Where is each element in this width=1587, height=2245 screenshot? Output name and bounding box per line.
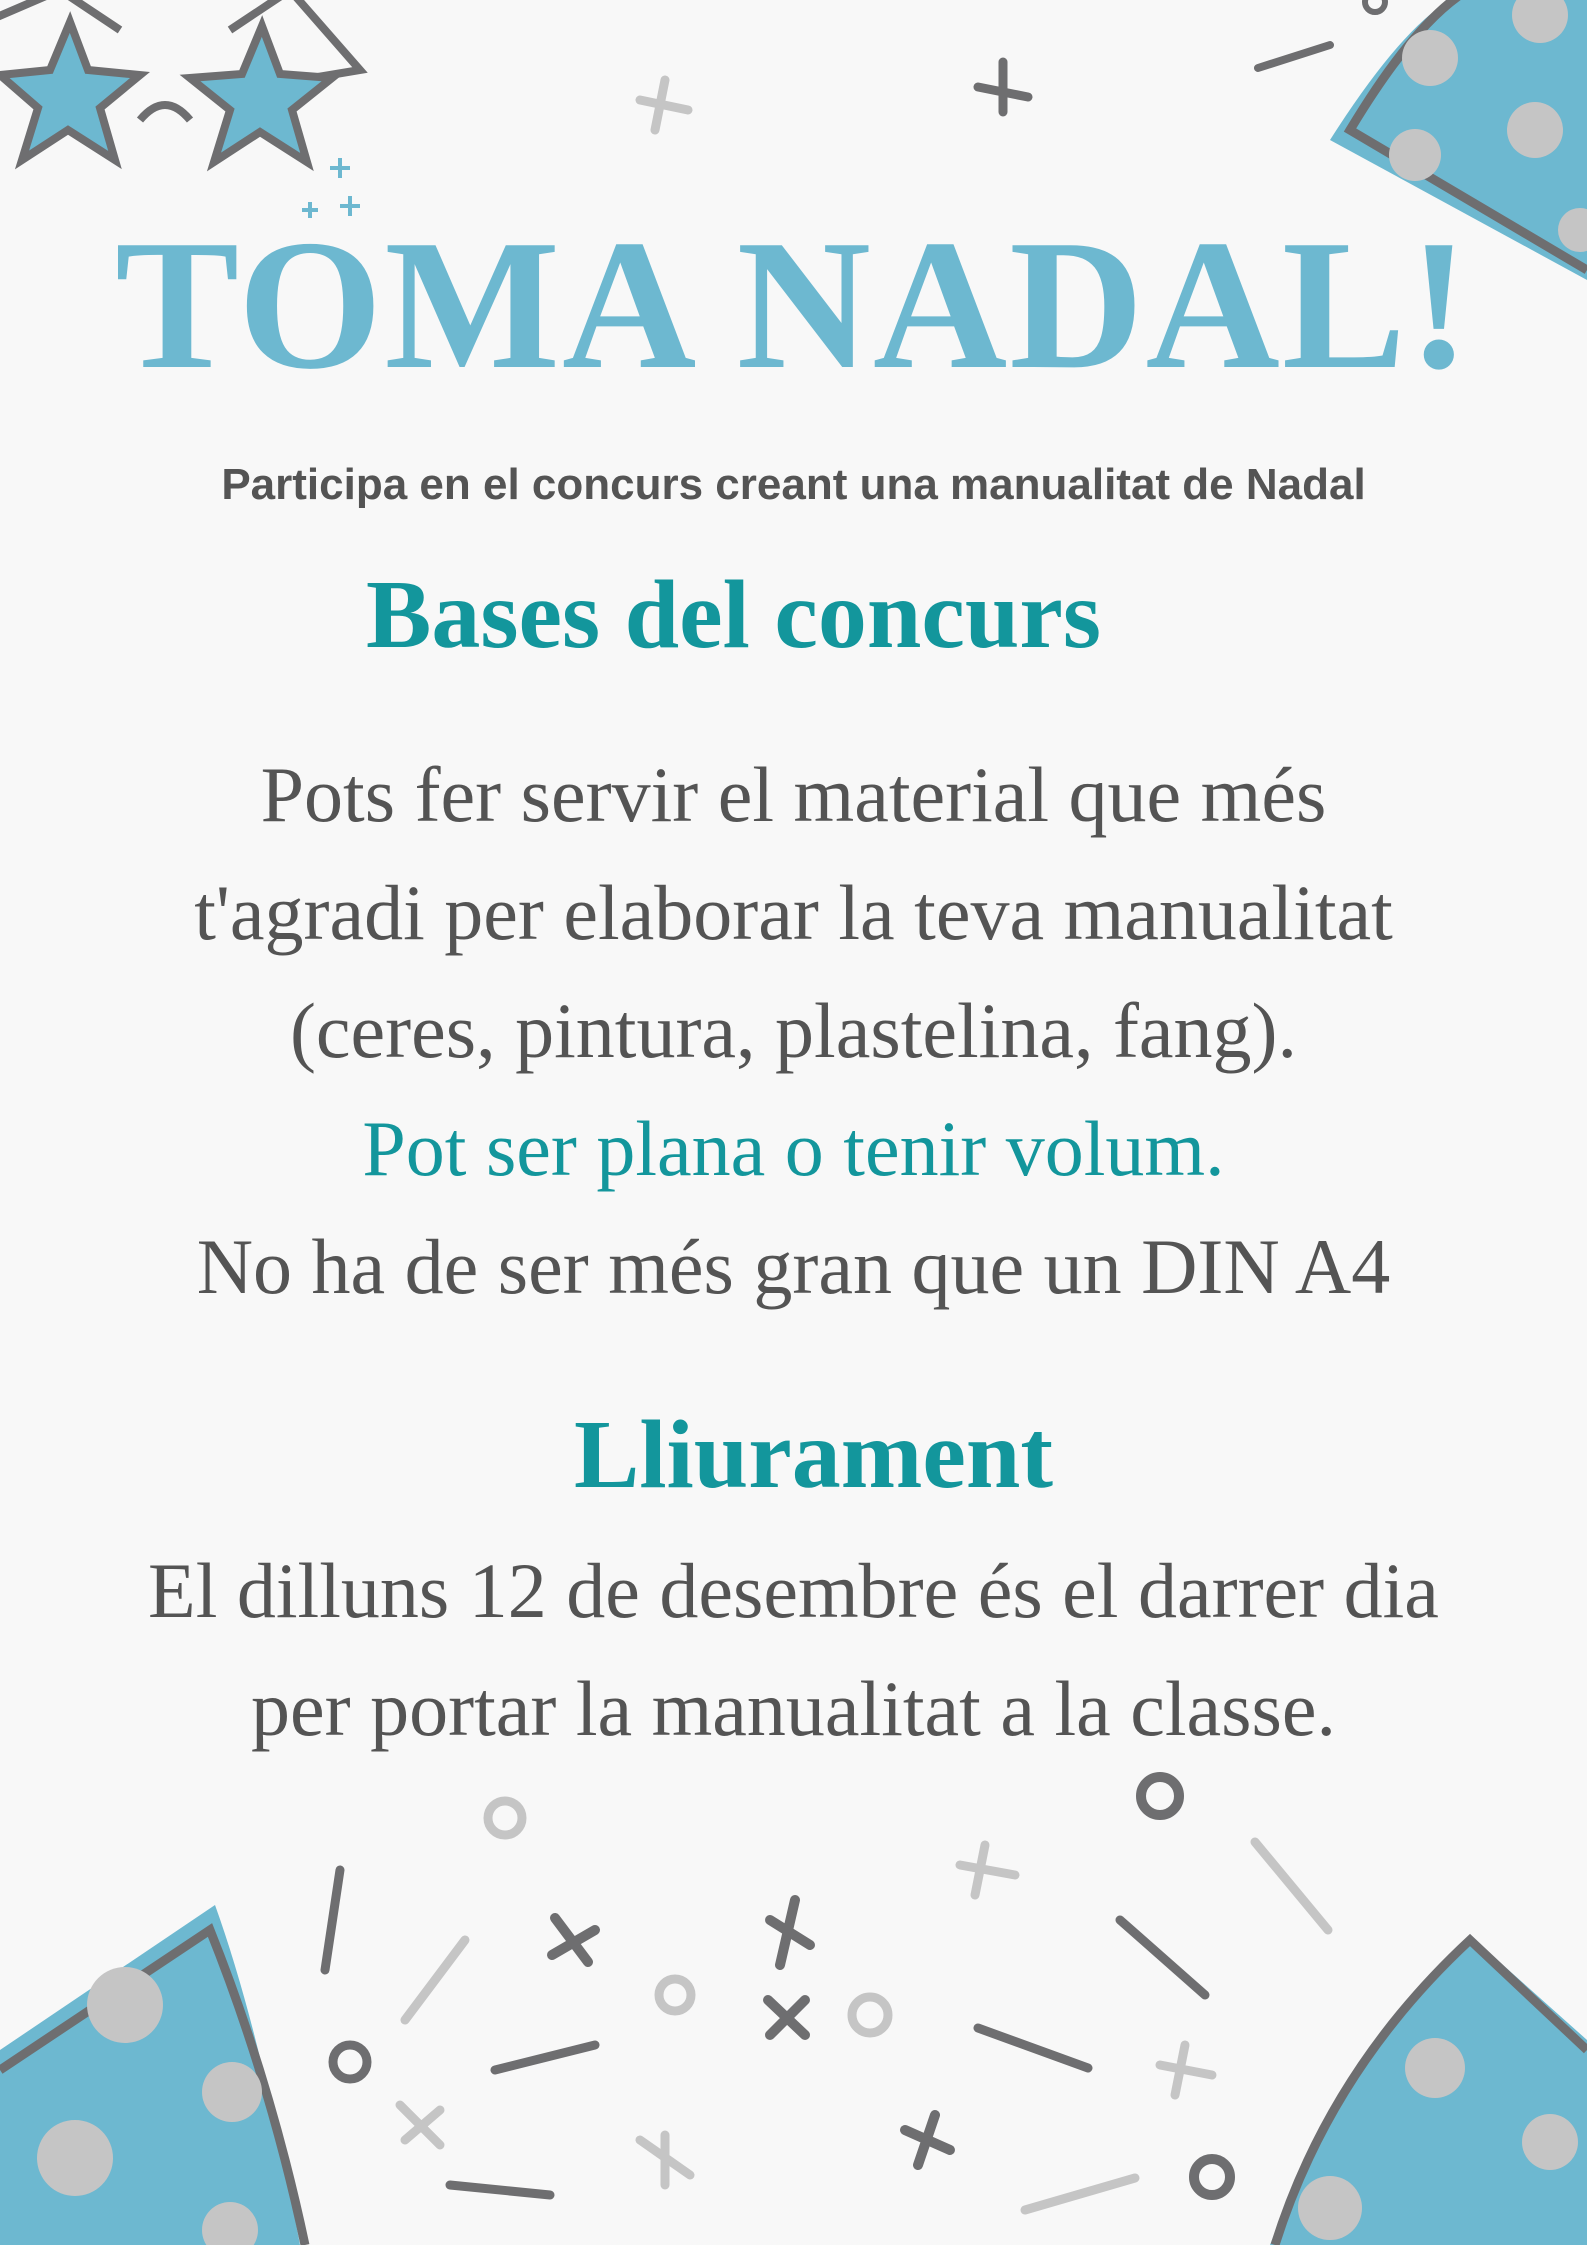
poster-subtitle: Participa en el concurs creant una manualitat de Nadal — [221, 460, 1366, 509]
bases-line-highlight: Pot ser plana o tenir volum. — [362, 1105, 1225, 1192]
lliurament-line: per portar la manualitat a la classe. — [251, 1665, 1336, 1752]
section-heading-lliurament: Lliurament — [573, 1401, 1054, 1509]
bases-line: t'agradi per elaborar la teva manualitat — [194, 869, 1393, 956]
poster-title: TOMA NADAL! — [115, 202, 1472, 408]
lliurament-line: El dilluns 12 de desembre és el darrer dia — [148, 1547, 1439, 1634]
bases-line: Pots fer servir el material que més — [260, 751, 1327, 838]
bases-line: No ha de ser més gran que un DIN A4 — [196, 1223, 1391, 1310]
star-glasses-icon — [0, 0, 360, 218]
section-heading-bases: Bases del concurs — [366, 561, 1101, 669]
section-body-lliurament — [0, 1532, 1587, 1768]
party-hat-icon — [1270, 1940, 1587, 2245]
section-body-bases — [0, 736, 1587, 1326]
confetti-icon — [325, 1777, 1328, 2210]
bases-line: (ceres, pintura, plastelina, fang). — [289, 987, 1298, 1074]
confetti-icon — [640, 62, 1028, 130]
party-hat-icon — [0, 1905, 305, 2245]
